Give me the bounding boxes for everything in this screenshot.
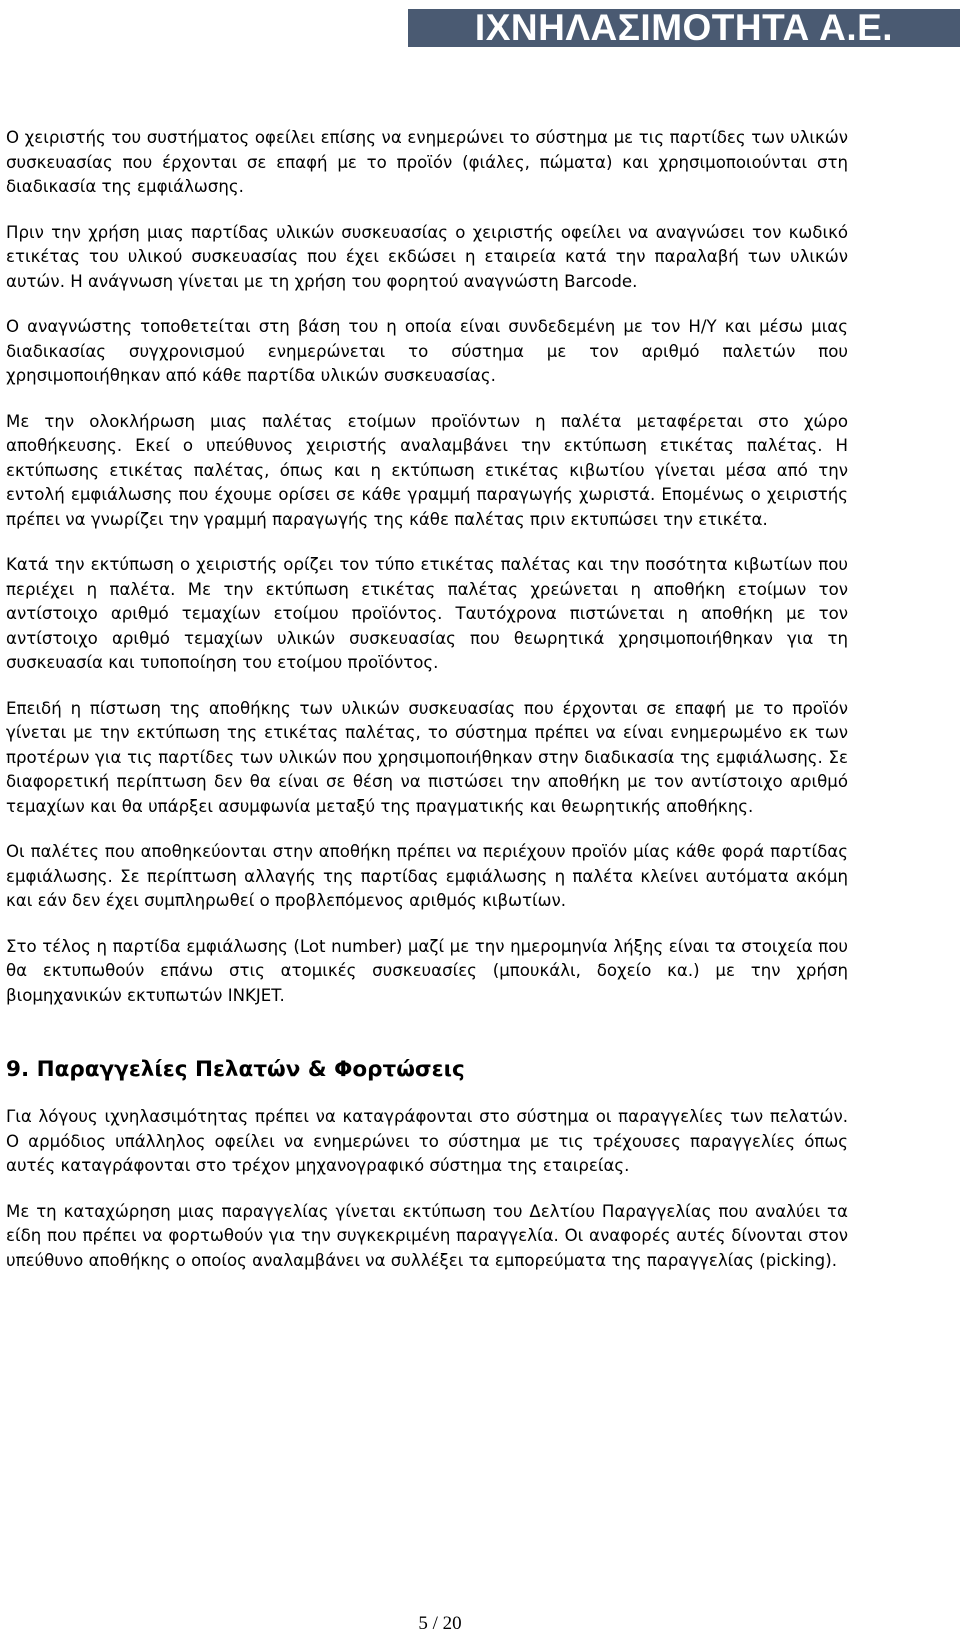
- paragraph-pallet-completion: Με την ολοκλήρωση μιας παλέτας ετοίμων προϊόντων η παλέτα μεταφέρεται στο χώρο αποθήκευσης. Εκεί ο υπεύθυνος χειριστής αναλαμβάνει την εκτύπωση ετικέτας παλέτας. Η εκτύπωσης ετικέτας παλέτας, όπως και η εκτύπωση ετικέτας κιβωτίου γίνεται μέσα από την εντολή εμφιάλωσης που έχουμε ορίσει σε κάθε γραμμή παραγωγής χωριστά. Επομένως ο χειριστής πρέπει να γνωρίζει την γραμμή παραγωγής της κάθε παλέτας πριν εκτυπώσει την ετικέτα.: [6, 411, 848, 529]
- section-heading-orders: 9. Παραγγελίες Πελατών & Φορτώσεις: [6, 1057, 465, 1082]
- paragraph-reader-sync: Ο αναγνώστης τοποθετείται στη βάση του η οποία είναι συνδεδεμένη με τον Η/Υ και μέσω μιας διαδικασίας συγχρονισμού ενημερώνεται το σύστημα με τον αριθμό παλετών που χρησιμοποιήθηκαν από κάθε παρτίδα υλικών συσκευασίας.: [6, 317, 848, 385]
- company-header-banner: ΙΧΝΗΛΑΣΙΜΟΤΗΤΑ Α.Ε.: [408, 9, 960, 47]
- paragraph-packaging-batches: Ο χειριστής του συστήματος οφείλει επίσης να ενημερώνει το σύστημα με τις παρτίδες των υλικών συσκευασίας που έρχονται σε επαφή με το προϊόν (φιάλες, πώματα) και χρησιμοποιούνται στη διαδικασία της εμφιάλωσης.: [6, 128, 848, 196]
- paragraph-barcode-reading: Πριν την χρήση μιας παρτίδας υλικών συσκευασίας ο χειριστής οφείλει να αναγνώσει τον κωδικό ετικέτας του υλικού συσκευασίας που έχει εκδώσει η εταιρεία κατά την παραλαβή των υλικών αυτών. Η ανάγνωση γίνεται με τη χρήση του φορητού αναγνώστη Barcode.: [6, 222, 848, 291]
- page-number: 5 / 20: [418, 1613, 462, 1634]
- paragraph-pallet-batch-rule: Οι παλέτες που αποθηκεύονται στην αποθήκη πρέπει να περιέχουν προϊόν μίας κάθε φορά παρτίδας εμφιάλωσης. Σε περίπτωση αλλαγής της παρτίδας εμφιάλωσης η παλέτα κλείνει αυτόματα ακόμη και εάν δεν έχει συμπληρωθεί ο προβλεπόμενος αριθμός κιβωτίων.: [6, 842, 848, 910]
- document-body: [6, 126, 848, 1294]
- paragraph-warehouse-credit: Επειδή η πίστωση της αποθήκης των υλικών συσκευασίας που έρχονται σε επαφή με το προϊόν γίνεται με την εκτύπωση της ετικέτας παλέτας, το σύστημα πρέπει να είναι ενημερωμένο εκ των προτέρων για τις παρτίδες των υλικών που χρησιμοποιήθηκαν στην διαδικασία της εμφιάλωσης. Σε διαφορετική περίπτωση δεν θα είναι σε θέση να πιστώσει την αποθήκη με τον αντίστοιχο αριθμό τεμαχίων και θα υπάρξει ασυμφωνία μεταξύ της πραγματικής και θεωρητικής αποθήκης.: [6, 698, 848, 816]
- paragraph-customer-orders: Για λόγους ιχνηλασιμότητας πρέπει να καταγράφονται στο σύστημα οι παραγγελίες των πελατών. Ο αρμόδιος υπάλληλος οφείλει να ενημερώνει το σύστημα με τις τρέχουσες παραγγελίες όπως αυτές καταγράφονται στο τρέχον μηχανογραφικό σύστημα της εταιρείας.: [6, 1107, 848, 1175]
- paragraph-lot-number: Στο τέλος η παρτίδα εμφιάλωσης (Lot number) μαζί με την ημερομηνία λήξης είναι τα στοιχεία που θα εκτυπωθούν επάνω στις ατομικές συσκευασίες (μπουκάλι, δοχείο κα.) με την χρήση βιομηχανικών εκτυπωτών INKJET.: [6, 936, 848, 1005]
- paragraph-label-printing: Κατά την εκτύπωση ο χειριστής ορίζει τον τύπο ετικέτας παλέτας και την ποσότητα κιβωτίων που περιέχει η παλέτα. Με την εκτύπωση ετικέτας παλέτας χρεώνεται η αποθήκη ετοίμων τον αντίστοιχο αριθμό τεμαχίων ετοίμου προϊόντος. Ταυτόχρονα πιστώνεται η αποθήκη με τον αντίστοιχο αριθμό τεμαχίων υλικών συσκευασίας που θεωρητικά χρησιμοποιήθηκαν για τη συσκευασία και τυποποίηση του ετοίμου προϊόντος.: [6, 555, 848, 672]
- paragraph-order-slip: Με τη καταχώρηση μιας παραγγελίας γίνεται εκτύπωση του Δελτίου Παραγγελίας που αναλύει τα είδη που πρέπει να φορτωθούν για την συγκεκριμένη παραγγελία. Οι αναφορές αυτές δίνονται στον υπεύθυνο αποθήκης ο οποίος αναλαμβάνει να συλλέξει τα εμπορεύματα της παραγγελίας (picking).: [6, 1201, 848, 1270]
